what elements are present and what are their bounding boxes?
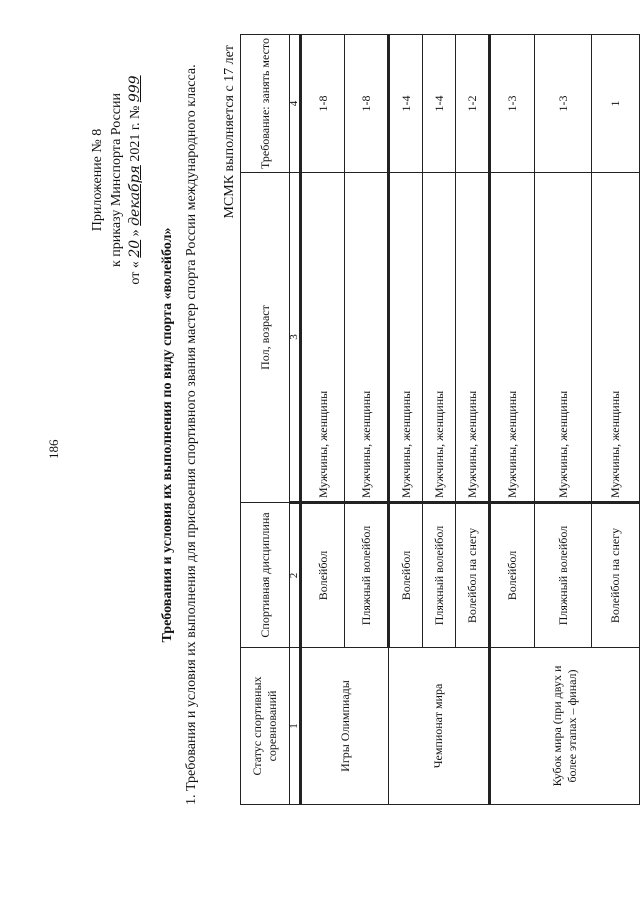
- place-cell: 1-8: [345, 35, 389, 173]
- header-place: Требование: занять место: [241, 35, 290, 173]
- appendix-line1: Приложение № 8: [90, 128, 105, 232]
- gender-cell: Мужчины, женщины: [345, 173, 389, 503]
- gender-cell: Мужчины, женщины: [301, 173, 345, 503]
- gender-cell: Мужчины, женщины: [535, 173, 592, 503]
- gender-cell: Мужчины, женщины: [389, 173, 423, 503]
- table-header-row: [241, 35, 290, 805]
- appendix-block: [88, 15, 145, 345]
- discipline-cell: Волейбол на снегу: [456, 503, 490, 648]
- place-cell: 1-8: [301, 35, 345, 173]
- gender-cell: Мужчины, женщины: [456, 173, 490, 503]
- gender-cell: Мужчины, женщины: [490, 173, 535, 503]
- header-status: Статус спортивных соревнований: [241, 648, 290, 805]
- discipline-cell: Пляжный волейбол: [345, 503, 389, 648]
- place-cell: 1-3: [490, 35, 535, 173]
- discipline-cell: Волейбол: [301, 503, 345, 648]
- discipline-cell: Волейбол: [389, 503, 423, 648]
- document-title: Требования и условия их выполнения по виду спорта «волейбол»: [160, 227, 175, 643]
- page-number: 186: [46, 439, 61, 459]
- table-number-row: [290, 35, 301, 805]
- place-cell: 1-2: [456, 35, 490, 173]
- header-discipline: Спортивная дисциплина: [241, 503, 290, 648]
- col-number: 4: [290, 35, 301, 173]
- date-month: декабря: [127, 165, 143, 226]
- discipline-cell: Волейбол: [490, 503, 535, 648]
- place-cell: 1-4: [389, 35, 423, 173]
- discipline-cell: Волейбол на снегу: [592, 503, 640, 648]
- discipline-cell: Пляжный волейбол: [535, 503, 592, 648]
- place-cell: 1-3: [535, 35, 592, 173]
- gender-cell: Мужчины, женщины: [592, 173, 640, 503]
- discipline-cell: Пляжный волейбол: [423, 503, 456, 648]
- date-prefix: от «: [128, 261, 143, 285]
- place-cell: 1: [592, 35, 640, 173]
- status-cell: Кубок мира (при двух и более этапах – финал): [490, 648, 640, 805]
- appendix-line2: к приказу Минспорта России: [109, 93, 124, 267]
- col-number: 3: [290, 173, 301, 503]
- table-row: [389, 35, 423, 805]
- status-cell: Чемпионат мира: [389, 648, 490, 805]
- appendix-date-line: [126, 15, 145, 345]
- gender-cell: Мужчины, женщины: [423, 173, 456, 503]
- date-mid: »: [128, 229, 143, 237]
- col-number: 2: [290, 503, 301, 648]
- table-row: [301, 35, 345, 805]
- place-cell: 1-4: [423, 35, 456, 173]
- date-day: 20: [127, 239, 143, 258]
- requirements-table: [240, 34, 640, 805]
- table-row: [490, 35, 535, 805]
- age-note: МСМК выполняется с 17 лет: [222, 45, 237, 219]
- col-number: 1: [290, 648, 301, 805]
- intro-paragraph: 1. Требования и условия их выполнения для присвоения спортивного звания мастер спорта России международного класса.: [184, 64, 199, 805]
- date-year: 2021 г. №: [128, 105, 143, 162]
- order-number: 999: [127, 75, 143, 103]
- header-gender: Пол, возраст: [241, 173, 290, 503]
- status-cell: Игры Олимпиады: [301, 648, 389, 805]
